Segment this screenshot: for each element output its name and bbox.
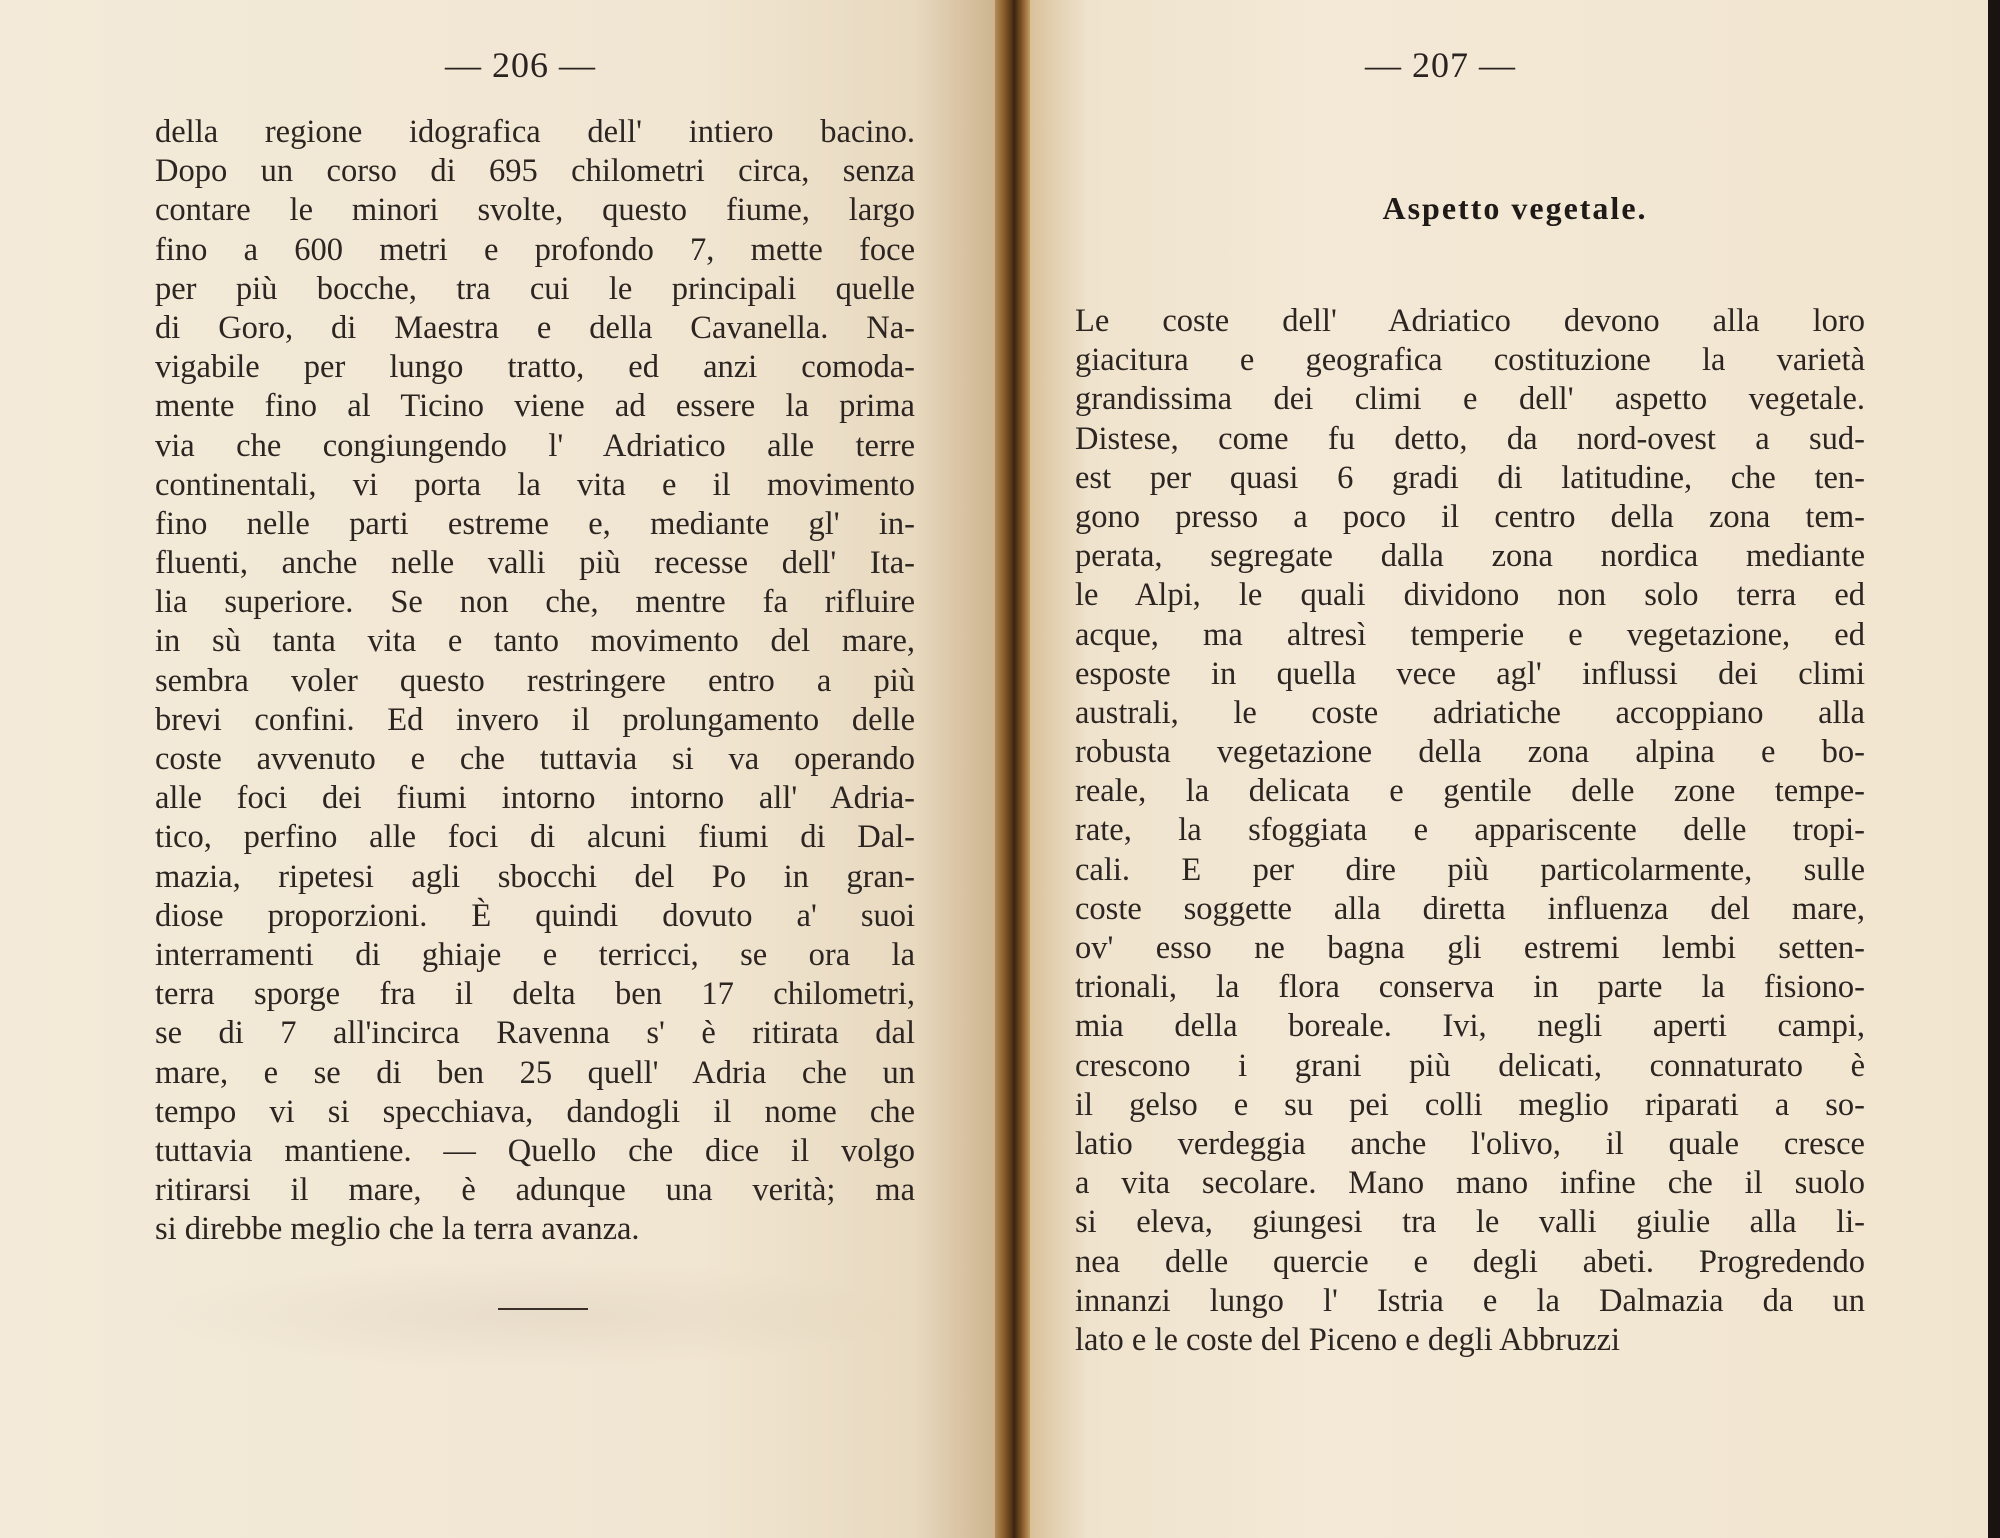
text-line: cali. E per dire più particolarmente, sulle xyxy=(1075,851,1865,888)
book-spine xyxy=(995,0,1030,1538)
text-line: nea delle quercie e degli abeti. Progredendo xyxy=(1075,1243,1865,1280)
text-line: tico, perfino alle foci di alcuni fiumi di Dal- xyxy=(155,819,915,856)
text-line: in sù tanta vita e tanto movimento del mare, xyxy=(155,623,915,660)
text-line: ritirarsi il mare, è adunque una verità; ma xyxy=(155,1172,915,1209)
right-body-text xyxy=(1075,302,1865,1360)
text-line: mazia, ripetesi agli sbocchi del Po in gran- xyxy=(155,858,915,895)
text-line: australi, le coste adriatiche accoppiano alla xyxy=(1075,694,1865,731)
text-line: sembra voler questo restringere entro a più xyxy=(155,662,915,699)
left-page xyxy=(0,0,995,1538)
text-line: Le coste dell' Adriatico devono alla loro xyxy=(1075,303,1865,339)
text-line: interramenti di ghiaje e terricci, se ora la xyxy=(155,936,915,973)
text-line: Dopo un corso di 695 chilometri circa, senza xyxy=(155,153,915,190)
text-line: continentali, vi porta la vita e il movimento xyxy=(155,466,915,503)
text-line: Distese, come fu detto, da nord-ovest a sud- xyxy=(1075,420,1865,457)
text-line: se di 7 all'incirca Ravenna s' è ritirata dal xyxy=(155,1015,915,1052)
text-line: vigabile per lungo tratto, ed anzi comoda- xyxy=(155,349,915,386)
background-edge xyxy=(1988,0,2000,1538)
text-line: acque, ma altresì temperie e vegetazione, ed xyxy=(1075,616,1865,653)
text-line: terra sporge fra il delta ben 17 chilometri, xyxy=(155,976,915,1013)
section-end-rule xyxy=(498,1308,588,1310)
left-body-text xyxy=(155,113,915,1249)
text-line: coste soggette alla diretta influenza del mare, xyxy=(1075,890,1865,927)
text-line: latio verdeggia anche l'olivo, il quale cresce xyxy=(1075,1125,1865,1162)
text-line: coste avvenuto e che tuttavia si va operando xyxy=(155,741,915,777)
text-line: della regione idografica dell' intiero bacino. xyxy=(155,114,915,150)
right-page xyxy=(1030,0,2000,1538)
text-line: innanzi lungo l' Istria e la Dalmazia da un xyxy=(1075,1282,1865,1319)
text-line: crescono i grani più delicati, connaturato è xyxy=(1075,1047,1865,1084)
text-line: si direbbe meglio che la terra avanza. xyxy=(155,1211,640,1248)
text-line: per più bocche, tra cui le principali quelle xyxy=(155,270,915,307)
text-line: tempo vi si specchiava, dandogli il nome che xyxy=(155,1093,915,1130)
text-line: a vita secolare. Mano mano infine che il suolo xyxy=(1075,1165,1865,1202)
text-line: diose proporzioni. È quindi dovuto a' suoi xyxy=(155,897,915,934)
text-line: si eleva, giungesi tra le valli giulie alla li- xyxy=(1075,1204,1865,1241)
text-line: fino nelle parti estreme e, mediante gl' in- xyxy=(155,505,915,542)
text-line: grandissima dei climi e dell' aspetto vegetale. xyxy=(1075,381,1865,418)
text-line: gono presso a poco il centro della zona tem- xyxy=(1075,498,1865,535)
text-line: ov' esso ne bagna gli estremi lembi setten- xyxy=(1075,930,1865,966)
text-line: est per quasi 6 gradi di latitudine, che ten- xyxy=(1075,459,1865,496)
text-line: reale, la delicata e gentile delle zone tempe- xyxy=(1075,773,1865,810)
text-line: giacitura e geografica costituzione la varietà xyxy=(1075,342,1865,379)
text-line: via che congiungendo l' Adriatico alle terre xyxy=(155,427,915,464)
text-line: mare, e se di ben 25 quell' Adria che un xyxy=(155,1054,915,1091)
text-line: lato e le coste del Piceno e degli Abbruzzi xyxy=(1075,1321,1621,1358)
text-line: tuttavia mantiene. — Quello che dice il volgo xyxy=(155,1132,915,1169)
text-line: contare le minori svolte, questo fiume, largo xyxy=(155,192,915,229)
text-line: brevi confini. Ed invero il prolungamento delle xyxy=(155,701,915,738)
page-number-right: — 207 — xyxy=(1365,45,1516,85)
page-number-left: — 206 — xyxy=(445,45,596,85)
text-line: le Alpi, le quali dividono non solo terra ed xyxy=(1075,577,1865,614)
text-line: di Goro, di Maestra e della Cavanella. Na- xyxy=(155,309,915,346)
text-line: lia superiore. Se non che, mentre fa rifluire xyxy=(155,584,915,621)
text-line: il gelso e su pei colli meglio riparati a so- xyxy=(1075,1086,1865,1123)
text-line: alle foci dei fiumi intorno intorno all' Adria- xyxy=(155,780,915,817)
text-line: mia della boreale. Ivi, negli aperti campi, xyxy=(1075,1008,1865,1045)
text-line: fluenti, anche nelle valli più recesse dell' Ita- xyxy=(155,545,915,582)
text-line: robusta vegetazione della zona alpina e bo- xyxy=(1075,734,1865,771)
text-line: perata, segregate dalla zona nordica mediante xyxy=(1075,538,1865,575)
show-through-smudge xyxy=(150,1260,910,1370)
text-line: mente fino al Ticino viene ad essere la prima xyxy=(155,388,915,425)
text-line: rate, la sfoggiata e appariscente delle tropi- xyxy=(1075,812,1865,849)
section-heading: Aspetto vegetale. xyxy=(1382,190,1648,226)
text-line: fino a 600 metri e profondo 7, mette foce xyxy=(155,231,915,268)
text-line: trionali, la flora conserva in parte la fisiono- xyxy=(1075,969,1865,1006)
text-line: esposte in quella vece agl' influssi dei climi xyxy=(1075,655,1865,692)
